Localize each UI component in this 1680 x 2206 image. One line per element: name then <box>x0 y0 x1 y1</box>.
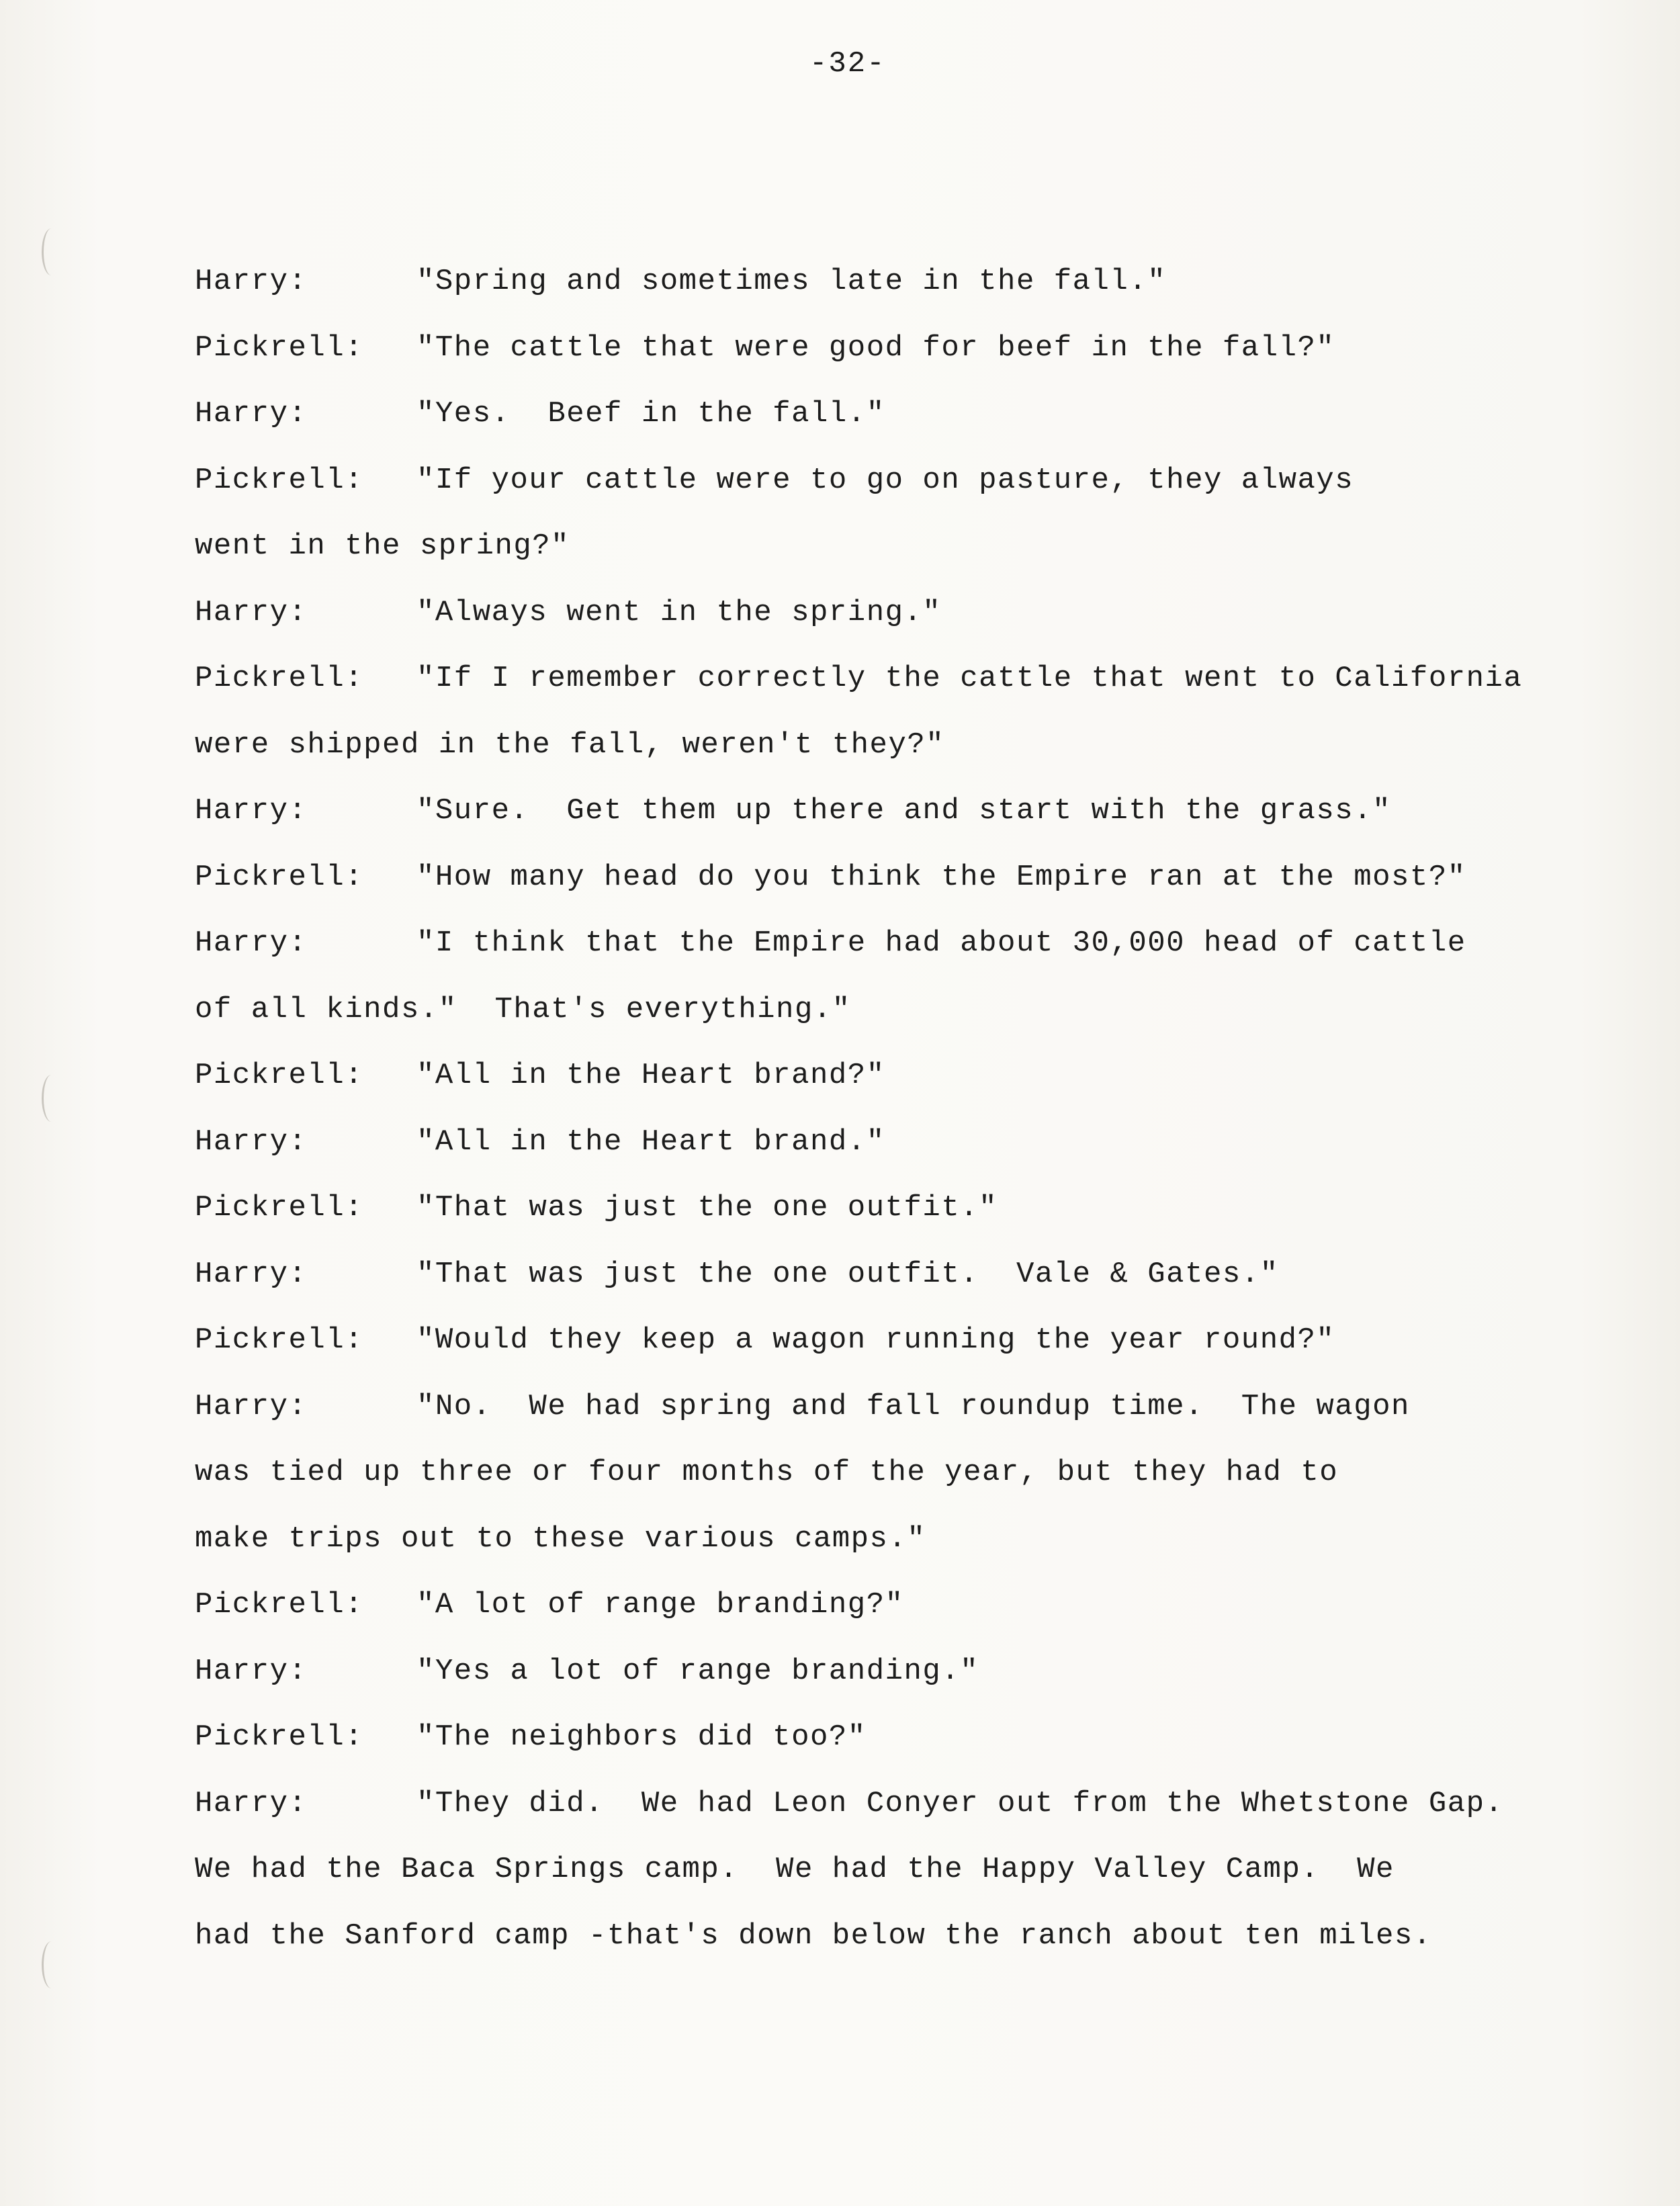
speech-text: "All in the Heart brand?" <box>416 1059 885 1092</box>
speech-text: "All in the Heart brand." <box>416 1124 885 1159</box>
transcript-line <box>195 315 1632 382</box>
punch-hole-mark-top <box>42 228 61 275</box>
transcript-line <box>195 249 1632 315</box>
speaker-label: Harry: <box>195 595 308 629</box>
speech-text: "If your cattle were to go on pasture, they always <box>416 463 1354 497</box>
speaker-label: Harry: <box>195 926 308 960</box>
transcript-line <box>195 1307 1632 1374</box>
transcript-line <box>195 381 1632 447</box>
speech-text: "The cattle that were good for beef in the fall?" <box>416 330 1335 365</box>
transcript-line <box>195 1175 1632 1241</box>
speech-text: "That was just the one outfit." <box>416 1191 998 1225</box>
transcript-line <box>195 513 1632 580</box>
speaker-label: Pickrell: <box>195 330 364 365</box>
speech-continuation: was tied up three or four months of the year, but they had to <box>195 1456 1339 1489</box>
transcript-line <box>195 778 1632 844</box>
speaker-label: Pickrell: <box>195 1720 364 1754</box>
speaker-label: Harry: <box>195 265 308 298</box>
speech-text: "Spring and sometimes late in the fall." <box>416 265 1167 298</box>
transcript-line <box>195 844 1632 911</box>
transcript-line <box>195 910 1632 977</box>
transcript-line <box>195 1638 1632 1705</box>
speech-text: "Always went in the spring." <box>416 595 942 629</box>
transcript-line <box>195 712 1632 779</box>
speech-text: "That was just the one outfit. Vale & Gates." <box>416 1257 1279 1291</box>
speaker-label: Harry: <box>195 794 308 828</box>
speech-text: "If I remember correctly the cattle that went to California <box>416 662 1523 695</box>
speech-text: "Would they keep a wagon running the year round?" <box>416 1323 1335 1357</box>
transcript-line <box>195 1506 1632 1573</box>
speech-continuation: went in the spring?" <box>195 529 570 563</box>
speaker-label: Harry: <box>195 1389 308 1423</box>
speech-text: "A lot of range branding?" <box>416 1588 904 1622</box>
transcript-line <box>195 1241 1632 1308</box>
transcript-line <box>195 1837 1632 1903</box>
transcript-line <box>195 1771 1632 1837</box>
punch-hole-mark-bottom <box>42 1941 61 1988</box>
speaker-label: Harry: <box>195 1786 308 1820</box>
speech-text: "The neighbors did too?" <box>416 1720 867 1754</box>
page-number: -32- <box>809 47 886 81</box>
transcript-line <box>195 1109 1632 1176</box>
speech-text: "Yes. Beef in the fall." <box>416 397 885 431</box>
speech-continuation: were shipped in the fall, weren't they?" <box>195 727 945 762</box>
speaker-label: Pickrell: <box>195 860 364 894</box>
transcript-line <box>195 977 1632 1043</box>
transcript-line <box>195 1440 1632 1506</box>
speaker-label: Pickrell: <box>195 1323 364 1357</box>
speaker-label: Harry: <box>195 1257 308 1291</box>
speaker-label: Harry: <box>195 1654 308 1688</box>
speaker-label: Pickrell: <box>195 1059 364 1092</box>
speaker-label: Harry: <box>195 397 308 431</box>
transcript-body <box>195 249 1632 1969</box>
transcript-line <box>195 1903 1632 1970</box>
speech-continuation: We had the Baca Springs camp. We had the Happy Valley Camp. We <box>195 1853 1395 1886</box>
transcript-line <box>195 1572 1632 1638</box>
transcript-line <box>195 580 1632 646</box>
punch-hole-mark-middle <box>42 1075 61 1122</box>
speaker-label: Pickrell: <box>195 1191 364 1225</box>
speech-text: "No. We had spring and fall roundup time. The wagon <box>416 1389 1410 1423</box>
speech-continuation: had the Sanford camp -that's down below the ranch about ten miles. <box>195 1918 1432 1953</box>
speech-text: "How many head do you think the Empire ran at the most?" <box>416 860 1466 894</box>
transcript-line <box>195 1704 1632 1771</box>
transcript-line <box>195 447 1632 514</box>
speaker-label: Pickrell: <box>195 662 364 695</box>
speech-text: "Sure. Get them up there and start with the grass." <box>416 794 1392 828</box>
transcript-line <box>195 1374 1632 1440</box>
transcript-line <box>195 646 1632 712</box>
speech-continuation: of all kinds." That's everything." <box>195 992 851 1026</box>
speech-text: "They did. We had Leon Conyer out from the Whetstone Gap. <box>416 1786 1504 1820</box>
speech-text: "Yes a lot of range branding." <box>416 1654 979 1688</box>
speaker-label: Pickrell: <box>195 463 364 497</box>
speaker-label: Harry: <box>195 1124 308 1159</box>
speaker-label: Pickrell: <box>195 1588 364 1622</box>
transcript-line <box>195 1043 1632 1109</box>
speech-text: "I think that the Empire had about 30,000 head of cattle <box>416 926 1466 960</box>
speech-continuation: make trips out to these various camps." <box>195 1521 926 1556</box>
